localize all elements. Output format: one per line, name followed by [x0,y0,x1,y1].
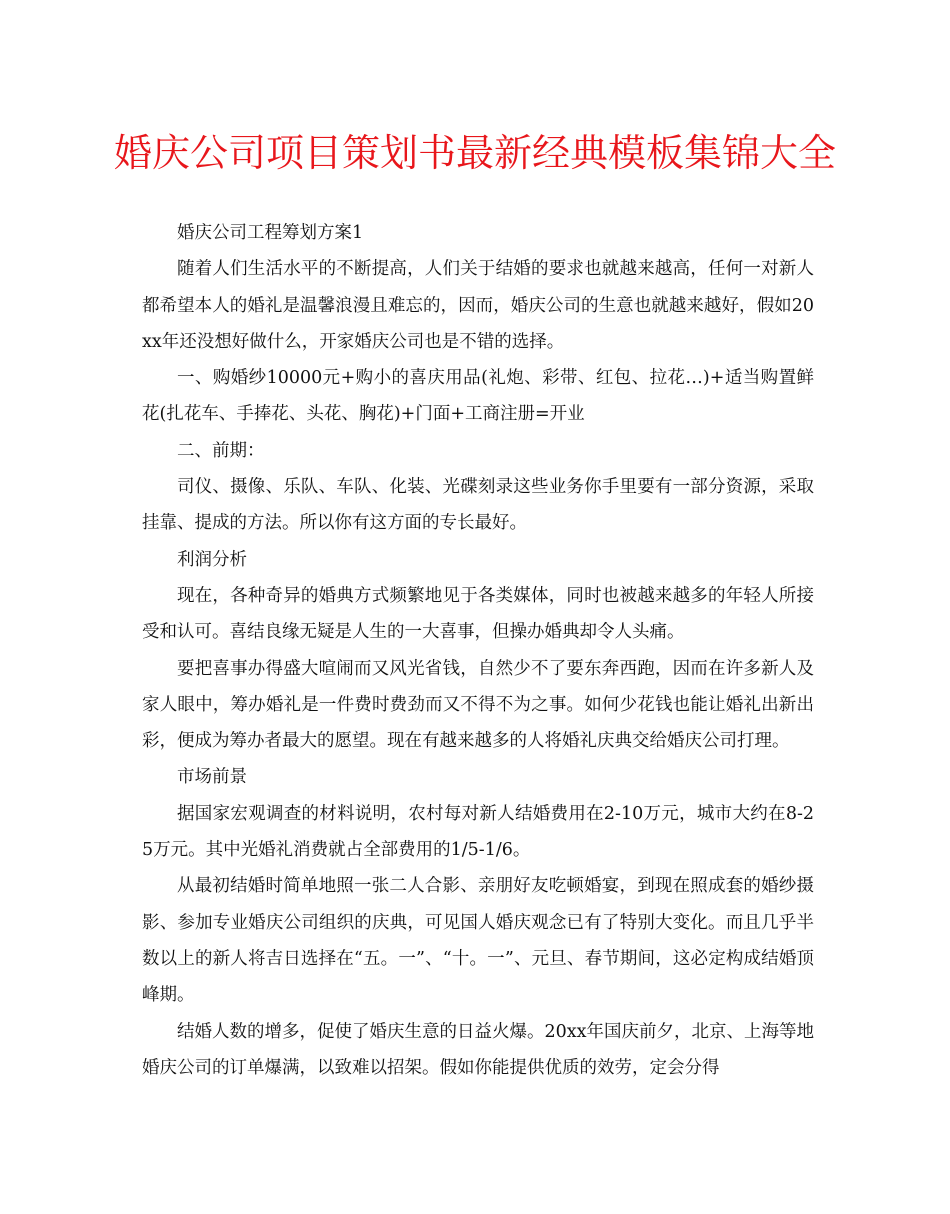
paragraph-early-stage-heading: 二、前期： [177,440,265,461]
paragraph-wedding-planning: 要把喜事办得盛大喧闹而又风光省钱，自然少不了要东奔西跑，因而在许多新人及家人眼中，筹办婚礼是一件费时费劲而又不得不为之事。如何少花钱也能让婚礼出新出彩，便成为筹办者最大的愿望。现在有越来越多的人将婚礼庆典交给婚庆公司打理。 [142,658,814,752]
paragraph-market-heading: 市场前景 [177,767,247,788]
document-body [142,215,814,1086]
paragraph-evolution: 从最初结婚时简单地照一张二人合影、亲朋好友吃顿婚宴，到现在照成套的婚纱摄影、参加专业婚庆公司组织的庆典，可见国人婚庆观念已有了特别大变化。而且几乎半数以上的新人将吉日选择在“五。一”、“十。一”、元旦、春节期间，这必定构成结婚顶峰期。 [142,876,814,1006]
paragraph-plan-heading: 婚庆公司工程筹划方案1 [177,223,364,243]
paragraph-trend: 现在，各种奇异的婚典方式频繁地见于各类媒体，同时也被越来越多的年轻人所接受和认可。喜结良缘无疑是人生的一大喜事，但操办婚典却令人头痛。 [142,585,814,643]
paragraph-demand: 结婚人数的增多，促使了婚庆生意的日益火爆。20xx年国庆前夕，北京、上海等地婚庆公司的订单爆满，以致难以招架。假如你能提供优质的效劳，定会分得 [142,1021,815,1078]
paragraph-startup-cost: 一、购婚纱10000元+购小的喜庆用品(礼炮、彩带、红包、拉花…)+适当购置鲜花(扎花车、手捧花、头花、胸花)+门面+工商注册=开业 [142,368,814,425]
paragraph-resources: 司仪、摄像、乐队、车队、化装、光碟刻录这些业务你手里要有一部分资源，采取挂靠、提成的方法。所以你有这方面的专长最好。 [142,477,814,534]
paragraph-profit-heading: 利润分析 [177,549,247,570]
paragraph-survey: 据国家宏观调查的材料说明，农村每对新人结婚费用在2-10万元，城市大约在8-25万元。其中光婚礼消费就占全部费用的1/5-1/6。 [142,803,814,861]
paragraph-intro: 随着人们生活水平的不断提高，人们关于结婚的要求也就越来越高，任何一对新人都希望本人的婚礼是温馨浪漫且难忘的，因而，婚庆公司的生意也就越来越好，假如20xx年还没想好做什么，开家婚庆公司也是不错的选择。 [142,259,814,352]
document-title: 婚庆公司项目策划书最新经典模板集锦大全 [113,131,836,175]
